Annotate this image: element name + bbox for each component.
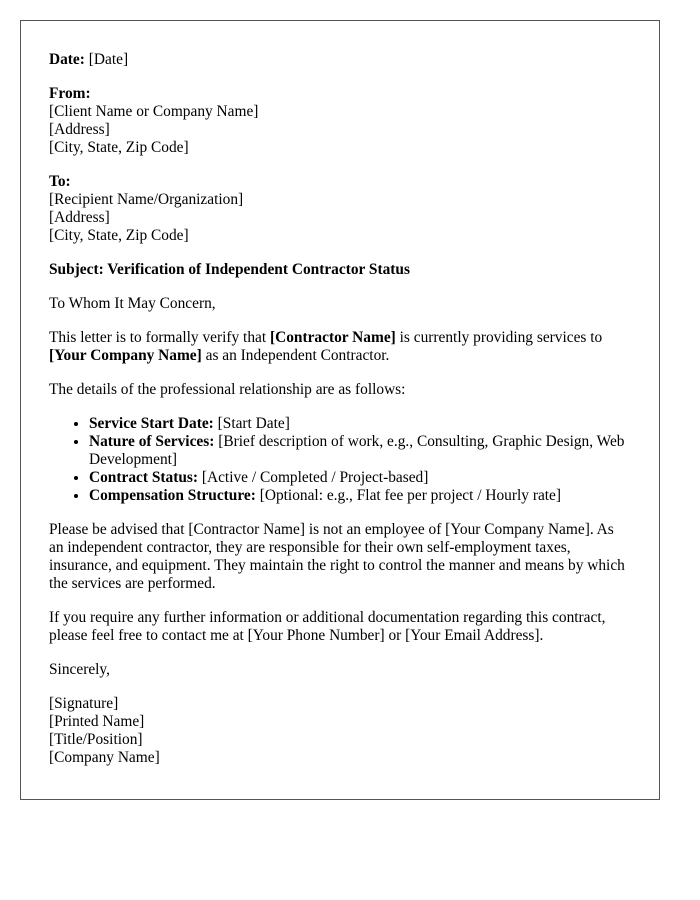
- date-value: [Date]: [88, 51, 129, 68]
- signature-block: [49, 695, 631, 767]
- to-label: To:: [49, 173, 71, 190]
- details-item-label: Service Start Date:: [89, 415, 214, 432]
- intro-text: is currently providing services to: [395, 329, 603, 346]
- signature-line: [Company Name]: [49, 749, 160, 766]
- contact-paragraph: If you require any further information or additional documentation regarding this contract, please feel free to contact me at [Your Phone Number] or [Your Email Address].: [49, 609, 606, 644]
- details-list: [49, 415, 631, 505]
- to-line: [Recipient Name/Organization]: [49, 191, 244, 208]
- closing: Sincerely,: [49, 661, 110, 678]
- details-item: [89, 415, 631, 433]
- details-item: [89, 469, 631, 487]
- details-intro: The details of the professional relationship are as follows:: [49, 381, 406, 398]
- details-item-value: [Brief description of work, e.g., Consulting, Graphic Design, Web Development]: [89, 433, 625, 468]
- date-label: Date:: [49, 51, 85, 68]
- advisory-paragraph: Please be advised that [Contractor Name] is not an employee of [Your Company Name]. As an independent contractor, they are responsible for their own self-employment taxes, insurance, and equipment. They maintain the right to control the manner and means by which the services are performed.: [49, 521, 625, 592]
- to-block: [49, 173, 631, 245]
- from-block: [49, 85, 631, 157]
- contractor-name: [Contractor Name]: [269, 329, 396, 346]
- intro-paragraph: [49, 329, 631, 365]
- intro-text: as an Independent Contractor.: [201, 347, 390, 364]
- letter-document: [20, 20, 660, 800]
- details-item-value: [Active / Completed / Project-based]: [198, 469, 429, 486]
- details-item-value: [Start Date]: [213, 415, 290, 432]
- signature-line: [Title/Position]: [49, 731, 143, 748]
- details-item: [89, 487, 631, 505]
- from-line: [Address]: [49, 121, 110, 138]
- salutation: To Whom It May Concern,: [49, 295, 216, 312]
- from-line: [City, State, Zip Code]: [49, 139, 189, 156]
- company-name: [Your Company Name]: [49, 347, 202, 364]
- signature-line: [Printed Name]: [49, 713, 145, 730]
- date-block: [49, 51, 631, 69]
- from-label: From:: [49, 85, 91, 102]
- from-line: [Client Name or Company Name]: [49, 103, 259, 120]
- details-item-value: [Optional: e.g., Flat fee per project / Hourly rate]: [255, 487, 562, 504]
- details-item: [89, 433, 631, 469]
- details-item-label: Compensation Structure:: [89, 487, 256, 504]
- intro-text: This letter is to formally verify that: [49, 329, 270, 346]
- to-line: [City, State, Zip Code]: [49, 227, 189, 244]
- details-item-label: Contract Status:: [89, 469, 199, 486]
- to-line: [Address]: [49, 209, 110, 226]
- subject-line: Subject: Verification of Independent Contractor Status: [49, 261, 410, 278]
- signature-line: [Signature]: [49, 695, 119, 712]
- details-item-label: Nature of Services:: [89, 433, 215, 450]
